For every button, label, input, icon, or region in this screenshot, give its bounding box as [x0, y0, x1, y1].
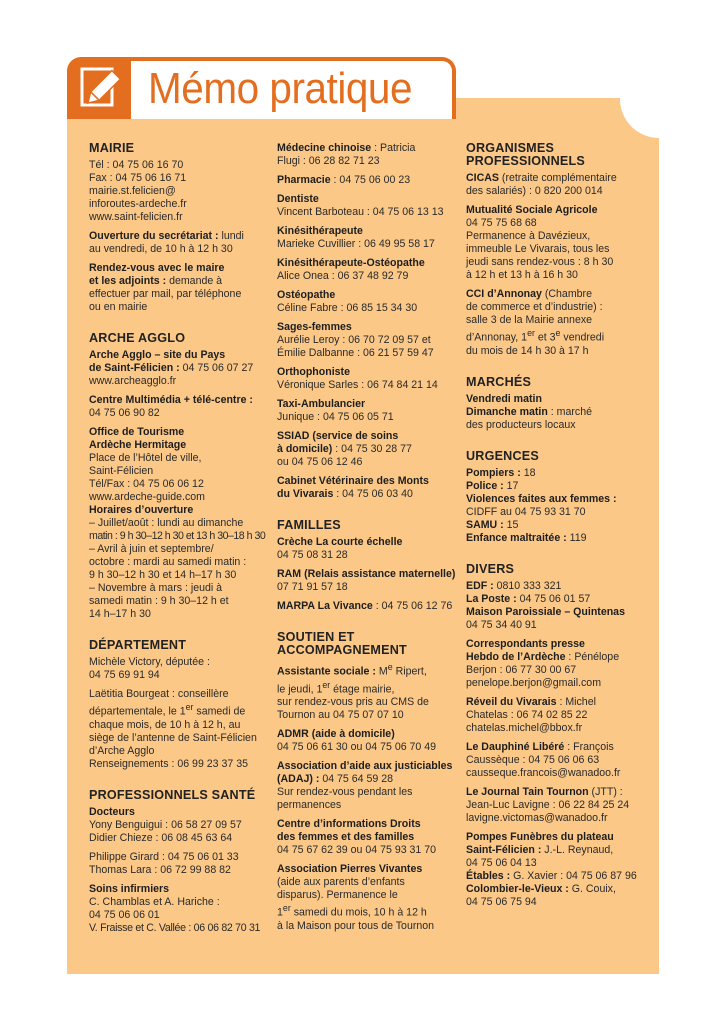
section-title-arche: ARCHE AGGLO	[89, 331, 186, 345]
veterinaire: Cabinet Vétérinaire des Monts du Vivarais : 04 75 06 03 40	[277, 475, 429, 500]
osteopathe: Ostéopathe Céline Fabre : 06 85 15 34 30	[277, 289, 418, 314]
column-3	[466, 142, 650, 915]
section-title-marches: MARCHÉS	[466, 374, 532, 389]
kine-osteopathe: Kinésithérapeute-Ostéopathe Alice Onea : 06 37 48 92 79	[277, 257, 425, 282]
section-title-soutien: SOUTIEN ET ACCOMPAGNEMENT	[277, 630, 407, 657]
sages-femmes: Sages-femmes Aurélie Leroy : 06 70 72 09 57 et Émilie Dalbanne : 06 21 57 59 47	[277, 321, 434, 359]
section-title-divers: DIVERS	[466, 561, 515, 576]
sante-infirmiers: Soins infirmiers C. Chamblas et A. Hariche : 04 75 06 06 01 V. Fraisse et C. Vallée : 06 06 82 70 31	[89, 882, 261, 934]
mairie-contact: Tél : 04 75 06 16 70 Fax : 04 75 06 16 71 mairie.st.felicien@ inforoutes-ardeche.fr www.saint-felicien.fr	[89, 159, 187, 223]
taxi-ambulancier: Taxi-Ambulancier Junique : 04 75 06 05 71	[277, 398, 394, 423]
marches: Vendredi matin Dimanche matin : marché des producteurs locaux	[466, 392, 592, 431]
kinesitherapeute: Kinésithérapeute Marieke Cuvillier : 06 49 95 58 17	[277, 225, 435, 250]
msa: Mutualité Sociale Agricole 04 75 75 68 68 Permanence à Davézieux, immeuble Le Vivarais, tous les jeudi sans rendez-vous : 8 h 30 à 12 h et 13 h à 16 h 30	[466, 204, 614, 281]
arche-tourisme: Office de Tourisme Ardèche Hermitage Place de l’Hôtel de ville, Saint-Félicien Tél/Fax : 04 75 06 06 12 www.ardeche-guide.com Horaires d’ouverture – Juillet/août : lundi au dimanche matin : 9 h 30–12 h 30 et 13 h 30–18 h 30 – Avril à juin et septembre/ octobre : mardi au samedi matin : 9 h 30–12 h 30 et 14 h–17 h 30 – Novembre à mars : jeudi à samedi matin : 9 h 30–12 h et 14 h–17 h 30	[89, 426, 266, 620]
mairie-rdv: Rendez-vous avec le maire et les adjoints : demande à effectuer par mail, par téléphone ou en mairie	[89, 262, 242, 313]
cci: CCI d’Annonay (Chambre de commerce et d’industrie) : salle 3 de la Mairie annexe d’Annonay, 1er et 3e vendredi du mois de 14 h 30 à 17 h	[466, 288, 605, 357]
arche-multimedia: Centre Multimédia + télé-centre : 04 75 06 90 82	[89, 394, 253, 419]
reveil-vivarais: Réveil du Vivarais : Michel Chatelas : 06 74 02 85 22 chatelas.michel@bbox.fr	[466, 695, 596, 734]
section-title-mairie: MAIRIE	[89, 141, 135, 155]
arche-site: Arche Agglo – site du Pays de Saint-Félicien : 04 75 06 07 27 www.archeagglo.fr	[89, 349, 254, 387]
title-icon-box	[69, 59, 131, 119]
sante-docteurs: Docteurs Yony Benguigui : 06 58 27 09 57 Didier Chieze : 06 08 45 63 64	[89, 805, 242, 844]
dentiste: Dentiste Vincent Barboteau : 04 75 06 13 13	[277, 193, 444, 218]
pharmacie: Pharmacie : 04 75 06 00 23	[277, 174, 411, 186]
cicas: CICAS (retraite complémentaire des salariés) : 0 820 200 014	[466, 172, 617, 197]
column-2	[277, 142, 459, 939]
mairie-hours: Ouverture du secrétariat : lundi au vendredi, de 10 h à 12 h 30	[89, 230, 244, 255]
admr: ADMR (aide à domicile) 04 75 06 61 30 ou 04 75 06 70 49	[277, 728, 437, 754]
dauphine-libere: Le Dauphiné Libéré : François Caussèque : 04 75 06 06 63 causseque.francois@wanadoo.fr	[466, 740, 621, 779]
section-title-organismes: ORGANISMES PROFESSIONNELS	[466, 141, 585, 168]
pompes-funebres: Pompes Funèbres du plateau Saint-Félicien : J.-L. Reynaud, 04 75 06 04 13 Étables : G. Xavier : 04 75 06 87 96 Colombier-le-Vieux : G. Couix, 04 75 06 75 94	[466, 830, 637, 908]
divers-services: EDF : 0810 333 321 La Poste : 04 75 06 01 57 Maison Paroissiale – Quintenas 04 75 34 40 91	[466, 579, 625, 631]
assistante-sociale: Assistante sociale : Me Ripert, le jeudi, 1er étage mairie, sur rendez-vous pris au CMS de Tournon au 04 75 07 07 10	[277, 662, 429, 722]
correspondants-presse: Correspondants presse Hebdo de l’Ardèche : Pénélope Berjon : 06 77 30 00 67 penelope.berjon@gmail.com	[466, 637, 620, 689]
creche: Crèche La courte échelle 04 75 08 31 28	[277, 536, 403, 561]
pencil-icon	[80, 67, 120, 111]
dept-conseillere: Laëtitia Bourgeat : conseillère départementale, le 1er samedi de chaque mois, de 10 h à 12 h, au siège de l’antenne de Saint-Félicien d’Arche Agglo Renseignements : 06 99 23 37 35	[89, 688, 257, 770]
section-title-familles: FAMILLES	[277, 518, 341, 532]
section-title-sante: PROFESSIONNELS SANTÉ	[89, 787, 256, 802]
medecine-chinoise: Médecine chinoise : Patricia Flugi : 06 28 82 71 23	[277, 142, 416, 167]
cidf: Centre d’informations Droits des femmes et des familles 04 75 67 62 39 ou 04 75 93 31 70	[277, 818, 437, 857]
ssiad: SSIAD (service de soins à domicile) : 04 75 30 28 77 ou 04 75 06 12 46	[277, 430, 412, 468]
pierres-vivantes: Association Pierres Vivantes (aide aux parents d’enfants disparus). Permanence le 1er samedi du mois, 10 h à 12 h à la Maison pour tous de Tournon	[277, 863, 435, 932]
dept-deputee: Michèle Victory, députée : 04 75 69 91 94	[89, 656, 210, 681]
section-title-urgences: URGENCES	[466, 448, 539, 463]
orthophoniste: Orthophoniste Véronique Sarles : 06 74 84 21 14	[277, 366, 438, 391]
column-1	[89, 142, 269, 941]
journal-tain-tournon: Le Journal Tain Tournon (JTT) : Jean-Luc Lavigne : 06 22 84 25 24 lavigne.victomas@wanadoo.fr	[466, 785, 630, 824]
page-title: Mémo pratique	[148, 64, 413, 113]
adaj: Association d’aide aux justiciables (ADAJ) : 04 75 64 59 28 Sur rendez-vous pendant les permanences	[277, 760, 453, 812]
marpa: MARPA La Vivance : 04 75 06 12 76	[277, 600, 453, 612]
urgences: Pompiers : 18 Police : 17 Violences faites aux femmes : CIDFF au 04 75 93 31 70 SAMU : 15 Enfance maltraitée : 119	[466, 466, 617, 544]
sante-docteurs-2: Philippe Girard : 04 75 06 01 33 Thomas Lara : 06 72 99 88 82	[89, 850, 239, 876]
ram: RAM (Relais assistance maternelle) 07 71 91 57 18	[277, 568, 456, 593]
section-title-departement: DÉPARTEMENT	[89, 638, 187, 652]
